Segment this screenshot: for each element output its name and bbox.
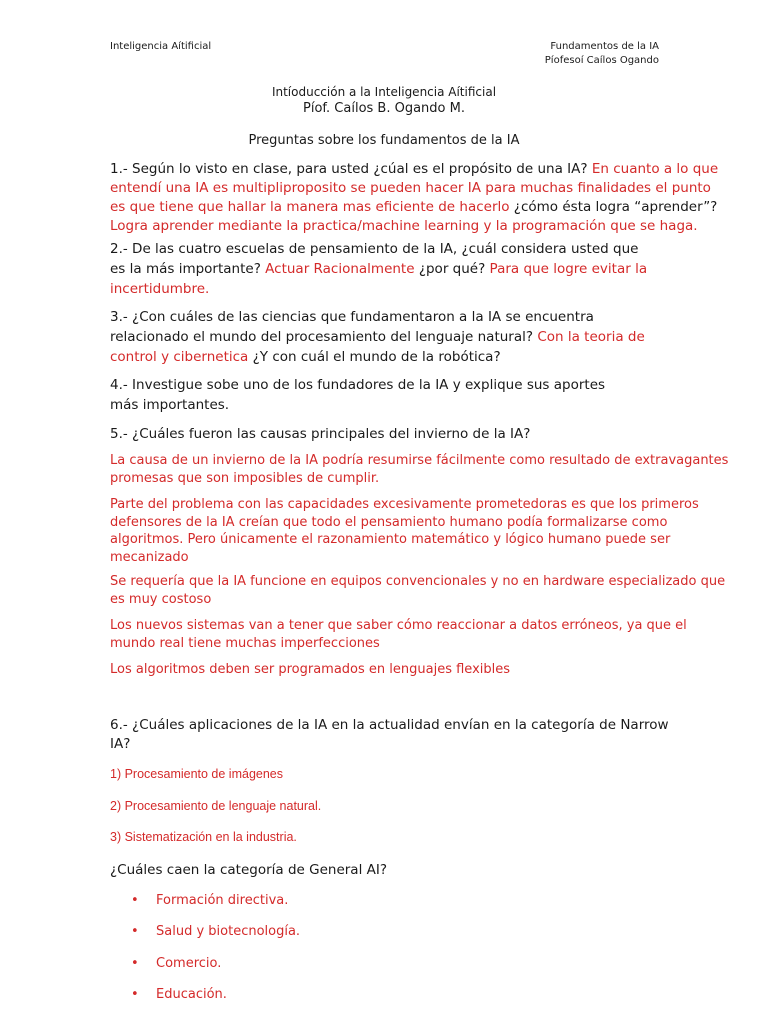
- bullet-icon: •: [131, 956, 139, 971]
- general-item-3: [131, 955, 221, 973]
- question-5-answer-5: Los algoritmos deben ser programados en lenguajes flexibles: [110, 662, 511, 677]
- question-1-answer: En cuanto a lo que entendí una IA es multipliproposito se pueden hacer IA para muchas finalidades el punto es que tiene que hallar la manera mas eficiente de hacerlo: [110, 161, 719, 215]
- general-item-1: [131, 892, 288, 910]
- question-3-text: 3.- ¿Con cuáles de las ciencias que fundamentaron a la IA se encuentra relacionado el mundo del procesamiento del lenguaje natural?: [110, 309, 594, 345]
- question-2-answer: Actuar Racionalmente: [260, 261, 415, 277]
- header-right: [541, 40, 659, 68]
- question-1-followup: ¿cómo ésta logra “aprender”?: [509, 199, 718, 215]
- question-4: 4.- Investigue sobe uno de los fundadores de la IA y explique sus aportes más importantes.: [110, 377, 606, 413]
- question-2: [110, 239, 658, 299]
- narrow-item-3: 3) Sistematización en la industria.: [110, 830, 297, 844]
- bullet-icon: •: [131, 924, 139, 939]
- question-5-answer-1: La causa de un invierno de la IA podría resumirse fácilmente como resultado de extravagantes promesas que son imposibles de cumplir.: [110, 453, 729, 486]
- header-professor: Píofesoí Caílos Ogando: [544, 55, 659, 66]
- question-2-text: 2.- De las cuatro escuelas de pensamiento de la IA, ¿cuál considera usted que es la más importante?: [110, 241, 639, 277]
- question-5-answer-4: Los nuevos sistemas van a tener que saber cómo reaccionar a datos erróneos, ya que el mundo real tiene muchas imperfecciones: [110, 618, 687, 651]
- question-1-followup-answer: Logra aprender mediante la practica/machine learning y la programación que se haga.: [110, 218, 698, 234]
- header-left: Inteligencia Aítificial: [110, 41, 212, 52]
- bullet-icon: •: [131, 893, 139, 908]
- question-3-answer: Con la teoria de control y cibernetica: [110, 329, 645, 365]
- general-item-text: Formación directiva.: [156, 893, 289, 908]
- general-item-text: Educación.: [156, 987, 227, 1002]
- general-item-text: Comercio.: [156, 956, 222, 971]
- question-1: [110, 160, 722, 236]
- narrow-item-1: 1) Procesamiento de imágenes: [110, 767, 284, 781]
- general-item-4: [131, 986, 227, 1004]
- question-1-text: 1.- Según lo visto en clase, para usted ¿cúal es el propósito de una IA?: [110, 161, 588, 177]
- question-2-followup: ¿por qué?: [414, 261, 486, 277]
- document-titles: [0, 84, 768, 150]
- course-title: Intíoducción a la Inteligencia Aítificial: [271, 85, 497, 99]
- professor-title: Píof. Caílos B. Ogando M.: [303, 101, 465, 116]
- question-5-answer-3: Se requería que la IA funcione en equipos convencionales y no en hardware especializado que es muy costoso: [110, 574, 726, 607]
- general-item-text: Salud y biotecnología.: [156, 924, 301, 939]
- header-course: Fundamentos de la IA: [550, 41, 659, 52]
- bullet-icon: •: [131, 987, 139, 1002]
- question-5-answer-2: Parte del problema con las capacidades excesivamente prometedoras es que los primeros defensores de la IA creían que todo el pensamiento humano podía formalizarse como algoritmos. Pero únicamente el razonamiento matemático y lógico humano puede ser mecanizado: [110, 497, 699, 565]
- general-ai-question: ¿Cuáles caen la categoría de General AI?: [110, 862, 387, 878]
- question-5: 5.- ¿Cuáles fueron las causas principales del invierno de la IA?: [110, 426, 531, 442]
- question-3-followup: ¿Y con cuál el mundo de la robótica?: [248, 349, 501, 365]
- question-2-followup-answer: Para que logre evitar la incertidumbre.: [110, 261, 648, 297]
- question-6: 6.- ¿Cuáles aplicaciones de la IA en la actualidad envían en la categoría de Narrow IA?: [110, 717, 669, 752]
- question-3: [110, 307, 665, 367]
- general-item-2: [131, 923, 300, 941]
- section-title: Preguntas sobre los fundamentos de la IA: [248, 133, 520, 148]
- narrow-item-2: 2) Procesamiento de lenguaje natural.: [110, 799, 322, 813]
